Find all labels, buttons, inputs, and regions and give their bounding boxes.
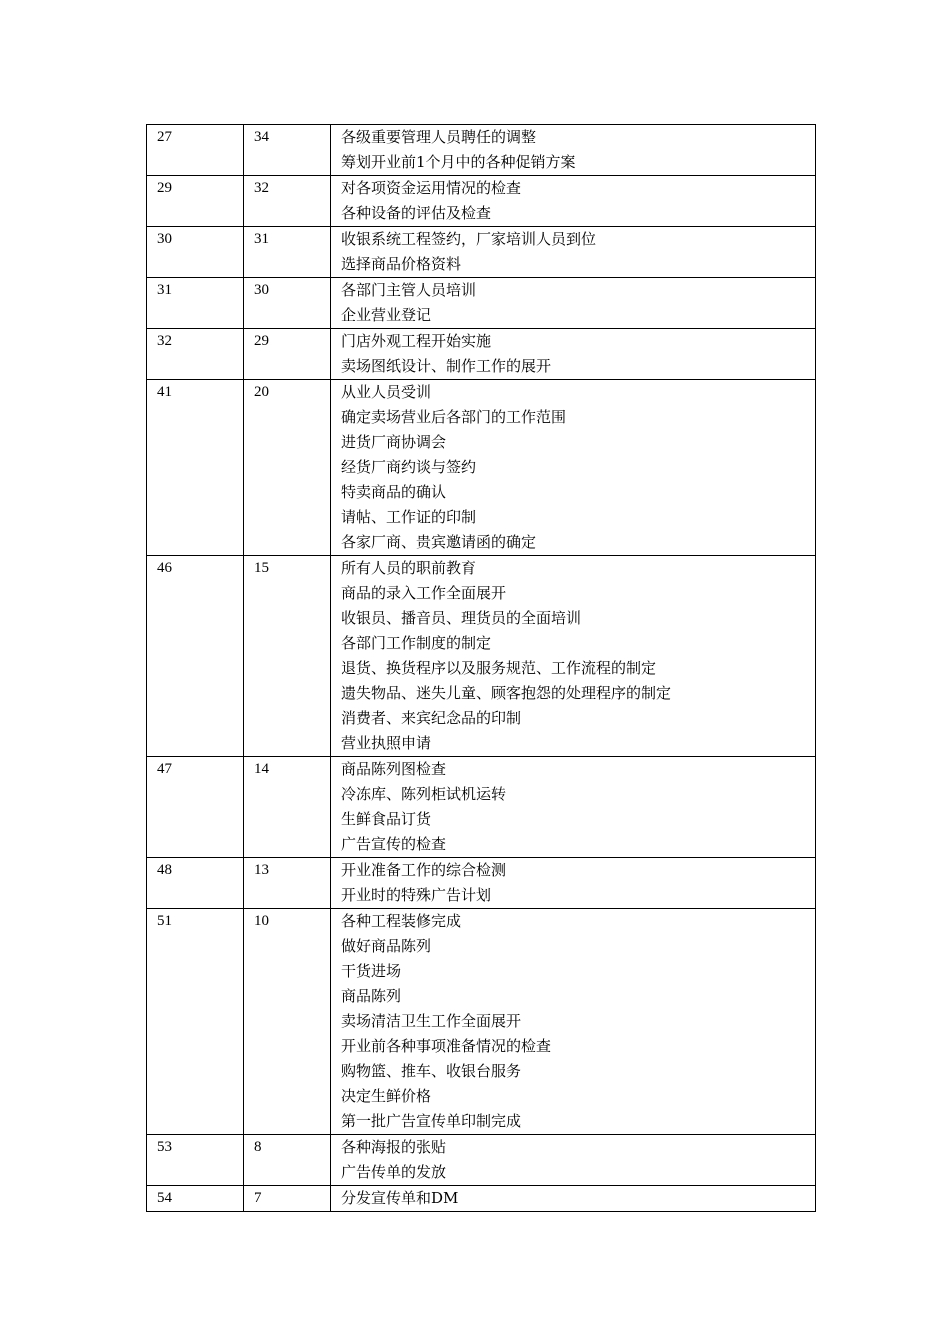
task-item: 广告宣传的检查 xyxy=(341,835,447,853)
task-item: 门店外观工程开始实施 xyxy=(341,332,492,350)
task-item: 收银系统工程签约，厂家培训人员到位 xyxy=(341,230,597,248)
task-item: 营业执照申请 xyxy=(341,734,432,752)
task-list-cell xyxy=(331,329,816,380)
table-row xyxy=(147,176,816,227)
task-item: 各级重要管理人员聘任的调整 xyxy=(341,128,537,146)
task-item: 对各项资金运用情况的检查 xyxy=(341,179,522,197)
first-number-cell: 54 xyxy=(147,1186,244,1212)
task-item: 开业时的特殊广告计划 xyxy=(341,886,492,904)
task-list-cell xyxy=(331,227,816,278)
task-list-cell xyxy=(331,858,816,909)
task-item: 购物篮、推车、收银台服务 xyxy=(341,1062,522,1080)
first-number-cell: 48 xyxy=(147,858,244,909)
first-number-cell: 53 xyxy=(147,1135,244,1186)
task-item: 遗失物品、迷失儿童、顾客抱怨的处理程序的制定 xyxy=(341,684,672,702)
task-item: 开业准备工作的综合检测 xyxy=(341,861,507,879)
second-number-cell: 29 xyxy=(244,329,331,380)
task-item: 所有人员的职前教育 xyxy=(341,559,477,577)
task-list-cell xyxy=(331,1186,816,1212)
task-item: 做好商品陈列 xyxy=(341,937,432,955)
table-row xyxy=(147,227,816,278)
task-item: 分发宣传单和DM xyxy=(341,1189,459,1207)
schedule-body xyxy=(147,125,816,1212)
task-item: 生鲜食品订货 xyxy=(341,810,432,828)
first-number-cell: 46 xyxy=(147,556,244,757)
task-item: 各种海报的张贴 xyxy=(341,1138,447,1156)
first-number-cell: 31 xyxy=(147,278,244,329)
table-row xyxy=(147,1186,816,1212)
second-number-cell: 30 xyxy=(244,278,331,329)
second-number-cell: 13 xyxy=(244,858,331,909)
task-item: 请帖、工作证的印制 xyxy=(341,508,477,526)
task-list-cell xyxy=(331,909,816,1135)
second-number-cell: 7 xyxy=(244,1186,331,1212)
table-row xyxy=(147,329,816,380)
second-number-cell: 8 xyxy=(244,1135,331,1186)
task-item: 特卖商品的确认 xyxy=(341,483,447,501)
task-item: 冷冻库、陈列柜试机运转 xyxy=(341,785,507,803)
table-row xyxy=(147,556,816,757)
second-number-cell: 14 xyxy=(244,757,331,858)
task-item: 卖场图纸设计、制作工作的展开 xyxy=(341,357,552,375)
schedule-table xyxy=(146,124,816,1212)
first-number-cell: 41 xyxy=(147,380,244,556)
task-item: 各部门工作制度的制定 xyxy=(341,634,492,652)
task-item: 各部门主管人员培训 xyxy=(341,281,477,299)
task-item: 干货进场 xyxy=(341,962,402,980)
table-row xyxy=(147,757,816,858)
first-number-cell: 32 xyxy=(147,329,244,380)
task-list-cell xyxy=(331,125,816,176)
task-item: 经货厂商约谈与签约 xyxy=(341,458,477,476)
task-item: 卖场清洁卫生工作全面展开 xyxy=(341,1012,522,1030)
second-number-cell: 34 xyxy=(244,125,331,176)
task-item: 收银员、播音员、理货员的全面培训 xyxy=(341,609,582,627)
task-item: 商品的录入工作全面展开 xyxy=(341,584,507,602)
first-number-cell: 29 xyxy=(147,176,244,227)
task-list-cell xyxy=(331,176,816,227)
task-list-cell xyxy=(331,278,816,329)
task-item: 各种工程装修完成 xyxy=(341,912,462,930)
table-row xyxy=(147,380,816,556)
task-item: 筹划开业前1个月中的各种促销方案 xyxy=(341,153,576,171)
task-list-cell xyxy=(331,556,816,757)
first-number-cell: 27 xyxy=(147,125,244,176)
second-number-cell: 10 xyxy=(244,909,331,1135)
task-item: 从业人员受训 xyxy=(341,383,432,401)
task-item: 各种设备的评估及检查 xyxy=(341,204,492,222)
table-row xyxy=(147,909,816,1135)
second-number-cell: 15 xyxy=(244,556,331,757)
task-list-cell xyxy=(331,1135,816,1186)
task-list-cell xyxy=(331,757,816,858)
task-item: 广告传单的发放 xyxy=(341,1163,447,1181)
second-number-cell: 32 xyxy=(244,176,331,227)
table-row xyxy=(147,1135,816,1186)
first-number-cell: 51 xyxy=(147,909,244,1135)
first-number-cell: 47 xyxy=(147,757,244,858)
task-item: 退货、换货程序以及服务规范、工作流程的制定 xyxy=(341,659,657,677)
task-item: 开业前各种事项准备情况的检查 xyxy=(341,1037,552,1055)
task-item: 确定卖场营业后各部门的工作范围 xyxy=(341,408,567,426)
table-row xyxy=(147,278,816,329)
task-item: 商品陈列 xyxy=(341,987,402,1005)
task-item: 商品陈列图检查 xyxy=(341,760,447,778)
second-number-cell: 20 xyxy=(244,380,331,556)
task-item: 进货厂商协调会 xyxy=(341,433,447,451)
task-item: 各家厂商、贵宾邀请函的确定 xyxy=(341,533,537,551)
task-item: 选择商品价格资料 xyxy=(341,255,462,273)
task-item: 企业营业登记 xyxy=(341,306,432,324)
second-number-cell: 31 xyxy=(244,227,331,278)
table-row xyxy=(147,125,816,176)
first-number-cell: 30 xyxy=(147,227,244,278)
task-list-cell xyxy=(331,380,816,556)
task-item: 第一批广告宣传单印制完成 xyxy=(341,1112,522,1130)
table-row xyxy=(147,858,816,909)
task-item: 消费者、来宾纪念品的印制 xyxy=(341,709,522,727)
task-item: 决定生鲜价格 xyxy=(341,1087,432,1105)
